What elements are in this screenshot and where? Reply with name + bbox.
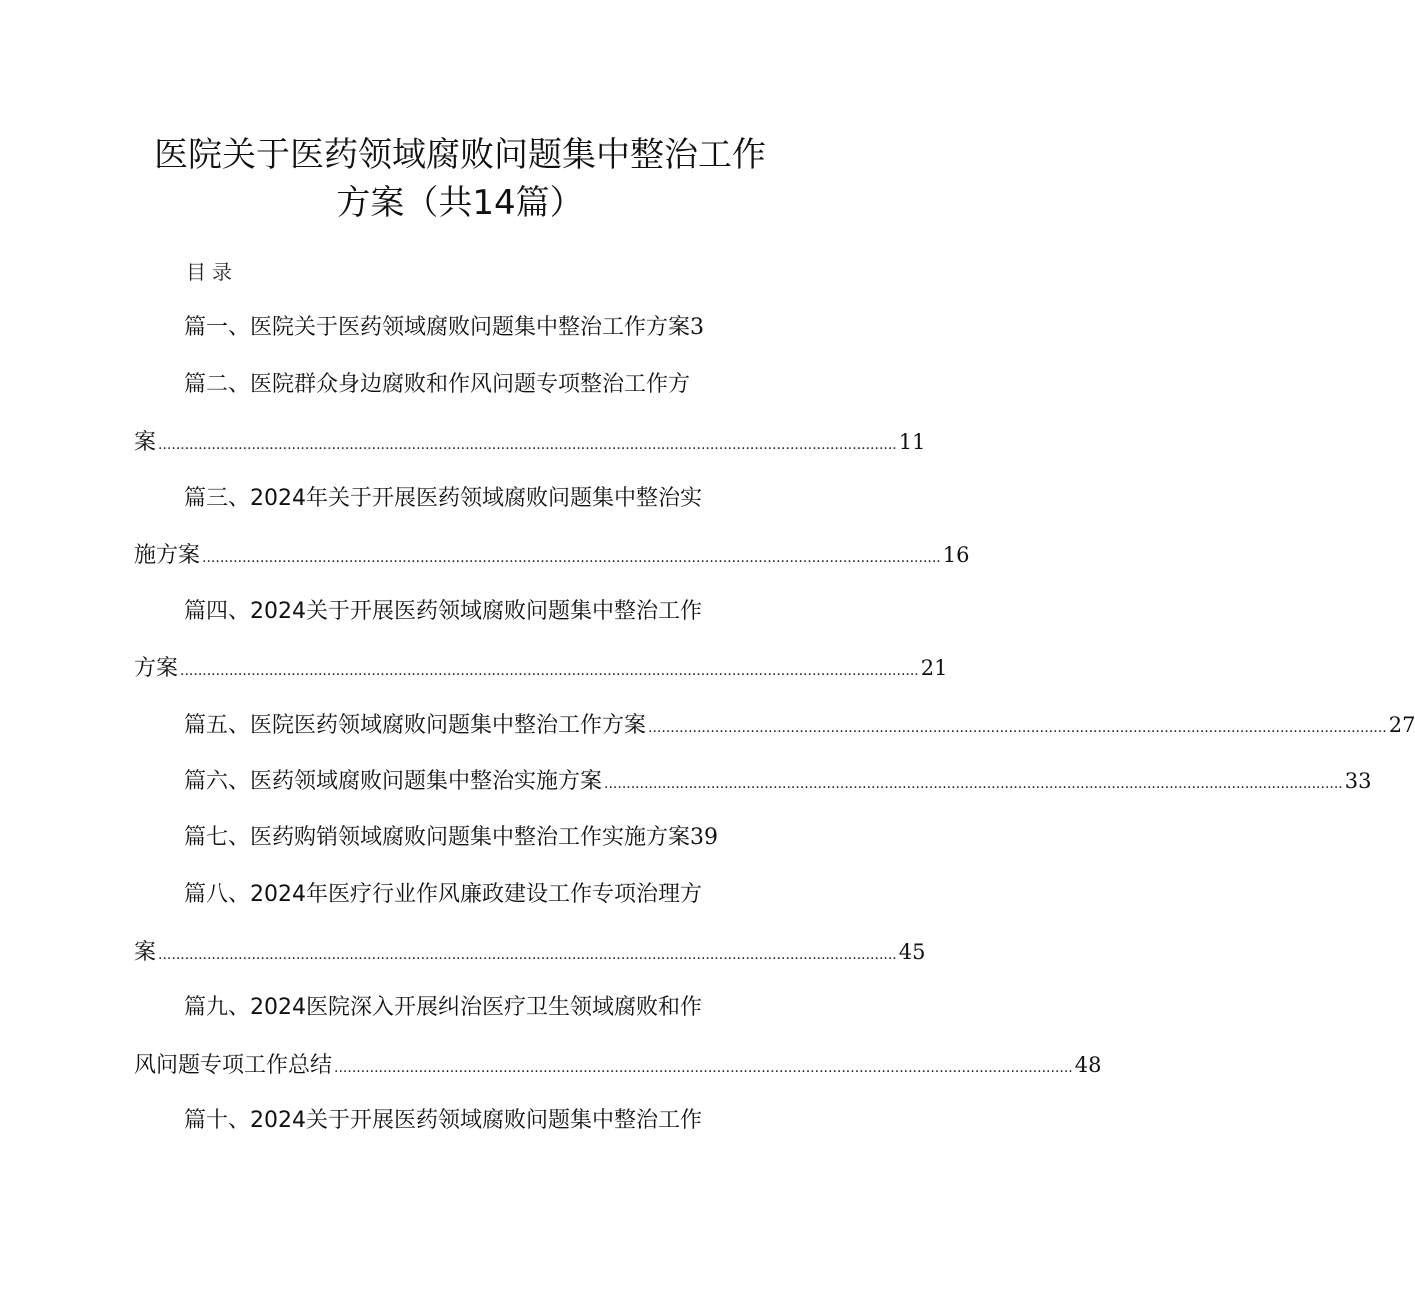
- toc-entry-9-page: 48: [1074, 1053, 1102, 1077]
- toc-entry-8-line-2[interactable]: [134, 936, 926, 971]
- toc-entry-8-page: 45: [898, 940, 926, 964]
- toc-entry-3-line-2[interactable]: [134, 539, 970, 574]
- toc-entry-3-page: 16: [942, 543, 970, 567]
- dot-leader: ......................................................................................................................................................................: [158, 437, 897, 453]
- dot-leader: ......................................................................................................................................................................: [648, 720, 1387, 736]
- toc-entry-4-line-2[interactable]: [134, 652, 948, 687]
- toc-entry-6-page: 33: [1344, 769, 1372, 793]
- toc-entry-7-page: 39: [690, 825, 719, 850]
- toc-entry-9-text: 风问题专项工作总结: [134, 1053, 333, 1078]
- dot-leader: ......................................................................................................................................................................: [158, 947, 897, 963]
- toc-entry-5-page: 27: [1388, 713, 1415, 737]
- toc-entry-10-line-1[interactable]: 篇十、2024关于开展医药领域腐败问题集中整治工作: [184, 1108, 702, 1133]
- document-title-line-1: 医院关于医药领域腐败问题集中整治工作: [154, 135, 766, 175]
- toc-entry-3-line-1[interactable]: 篇三、2024年关于开展医药领域腐败问题集中整治实: [184, 486, 702, 511]
- toc-entry-1-text: 篇一、医院关于医药领域腐败问题集中整治工作方案: [184, 315, 691, 340]
- toc-entry-4-page: 21: [920, 656, 948, 680]
- dot-leader: ......................................................................................................................................................................: [604, 776, 1343, 792]
- dot-leader: ......................................................................................................................................................................: [180, 663, 919, 679]
- toc-entry-6[interactable]: [184, 765, 1372, 800]
- toc-entry-1[interactable]: [184, 312, 704, 344]
- toc-entry-7[interactable]: [184, 822, 718, 854]
- document-title-line-2: 方案（共14篇）: [336, 183, 584, 223]
- toc-entry-7-text: 篇七、医药购销领域腐败问题集中整治工作实施方案: [184, 825, 691, 850]
- toc-entry-2-page: 11: [898, 430, 926, 454]
- toc-entry-5[interactable]: [184, 709, 1415, 744]
- toc-entry-4-text: 方案: [134, 656, 179, 681]
- toc-entry-9-line-1[interactable]: 篇九、2024医院深入开展纠治医疗卫生领域腐败和作: [184, 995, 702, 1020]
- toc-entry-2-line-1[interactable]: 篇二、医院群众身边腐败和作风问题专项整治工作方: [184, 372, 691, 397]
- toc-entry-4-line-1[interactable]: 篇四、2024关于开展医药领域腐败问题集中整治工作: [184, 599, 702, 624]
- toc-entry-6-text: 篇六、医药领域腐败问题集中整治实施方案: [184, 769, 603, 794]
- toc-entry-1-page: 3: [690, 315, 705, 340]
- toc-entry-3-text: 施方案: [134, 543, 201, 568]
- toc-entry-2-text: 案: [134, 430, 157, 455]
- toc-entry-8-text: 案: [134, 940, 157, 965]
- dot-leader: ......................................................................................................................................................................: [202, 550, 941, 566]
- toc-entry-2-line-2[interactable]: [134, 426, 926, 461]
- toc-entry-8-line-1[interactable]: 篇八、2024年医疗行业作风廉政建设工作专项治理方: [184, 882, 702, 907]
- dot-leader: ......................................................................................................................................................................: [334, 1060, 1073, 1076]
- toc-entry-5-text: 篇五、医院医药领域腐败问题集中整治工作方案: [184, 713, 647, 738]
- toc-entry-9-line-2[interactable]: [134, 1049, 1102, 1084]
- toc-heading: 目录: [186, 260, 238, 284]
